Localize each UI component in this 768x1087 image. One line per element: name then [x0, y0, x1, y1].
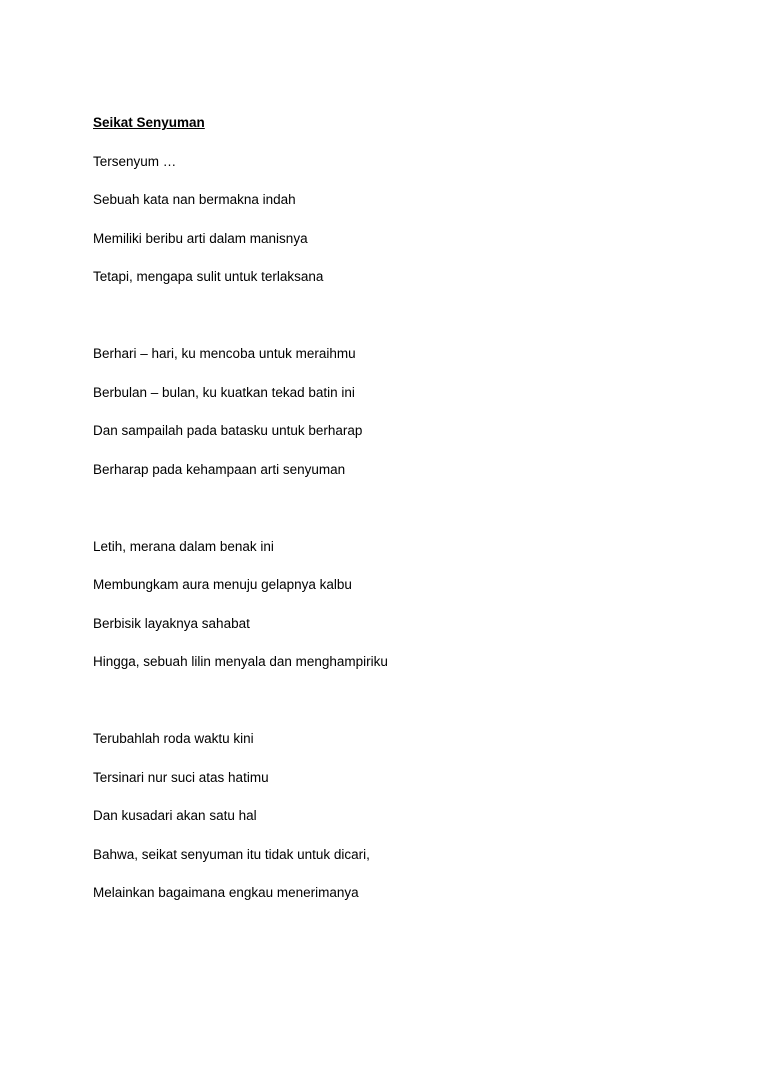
stanza-2 — [93, 344, 713, 480]
stanza-gap — [93, 691, 713, 730]
poem-line: Tersinari nur suci atas hatimu — [93, 769, 269, 785]
poem-line: Tetapi, mengapa sulit untuk terlaksana — [93, 269, 324, 284]
poem-line: Dan kusadari akan satu hal — [93, 808, 257, 823]
poem-line: Berbulan – bulan, ku kuatkan tekad batin ini — [93, 384, 355, 400]
poem-line: Terubahlah roda waktu kini — [93, 731, 254, 746]
poem-line: Tersenyum … — [93, 153, 177, 169]
poem-title: Seikat Senyuman — [93, 115, 205, 130]
stanza-3 — [93, 537, 713, 673]
stanza-gap — [93, 498, 713, 537]
poem-line: Letih, merana dalam benak ini — [93, 538, 274, 554]
poem-line: Berhari – hari, ku mencoba untuk meraihmu — [93, 346, 356, 361]
poem-line: Memiliki beribu arti dalam manisnya — [93, 230, 308, 246]
stanza-1 — [93, 152, 713, 288]
poem-line: Sebuah kata nan bermakna indah — [93, 192, 296, 207]
poem-line: Berbisik layaknya sahabat — [93, 615, 250, 631]
poem-line: Hingga, sebuah lilin menyala dan menghampiriku — [93, 654, 388, 669]
poem-body — [93, 113, 713, 922]
poem-line: Dan sampailah pada batasku untuk berharap — [93, 423, 363, 438]
poem-line: Bahwa, seikat senyuman itu tidak untuk dicari, — [93, 846, 370, 862]
poem-line: Membungkam aura menuju gelapnya kalbu — [93, 577, 352, 592]
poem-line: Berharap pada kehampaan arti senyuman — [93, 461, 346, 477]
stanza-gap — [93, 306, 713, 345]
stanza-4 — [93, 729, 713, 903]
poem-line: Melainkan bagaimana engkau menerimanya — [93, 885, 359, 900]
